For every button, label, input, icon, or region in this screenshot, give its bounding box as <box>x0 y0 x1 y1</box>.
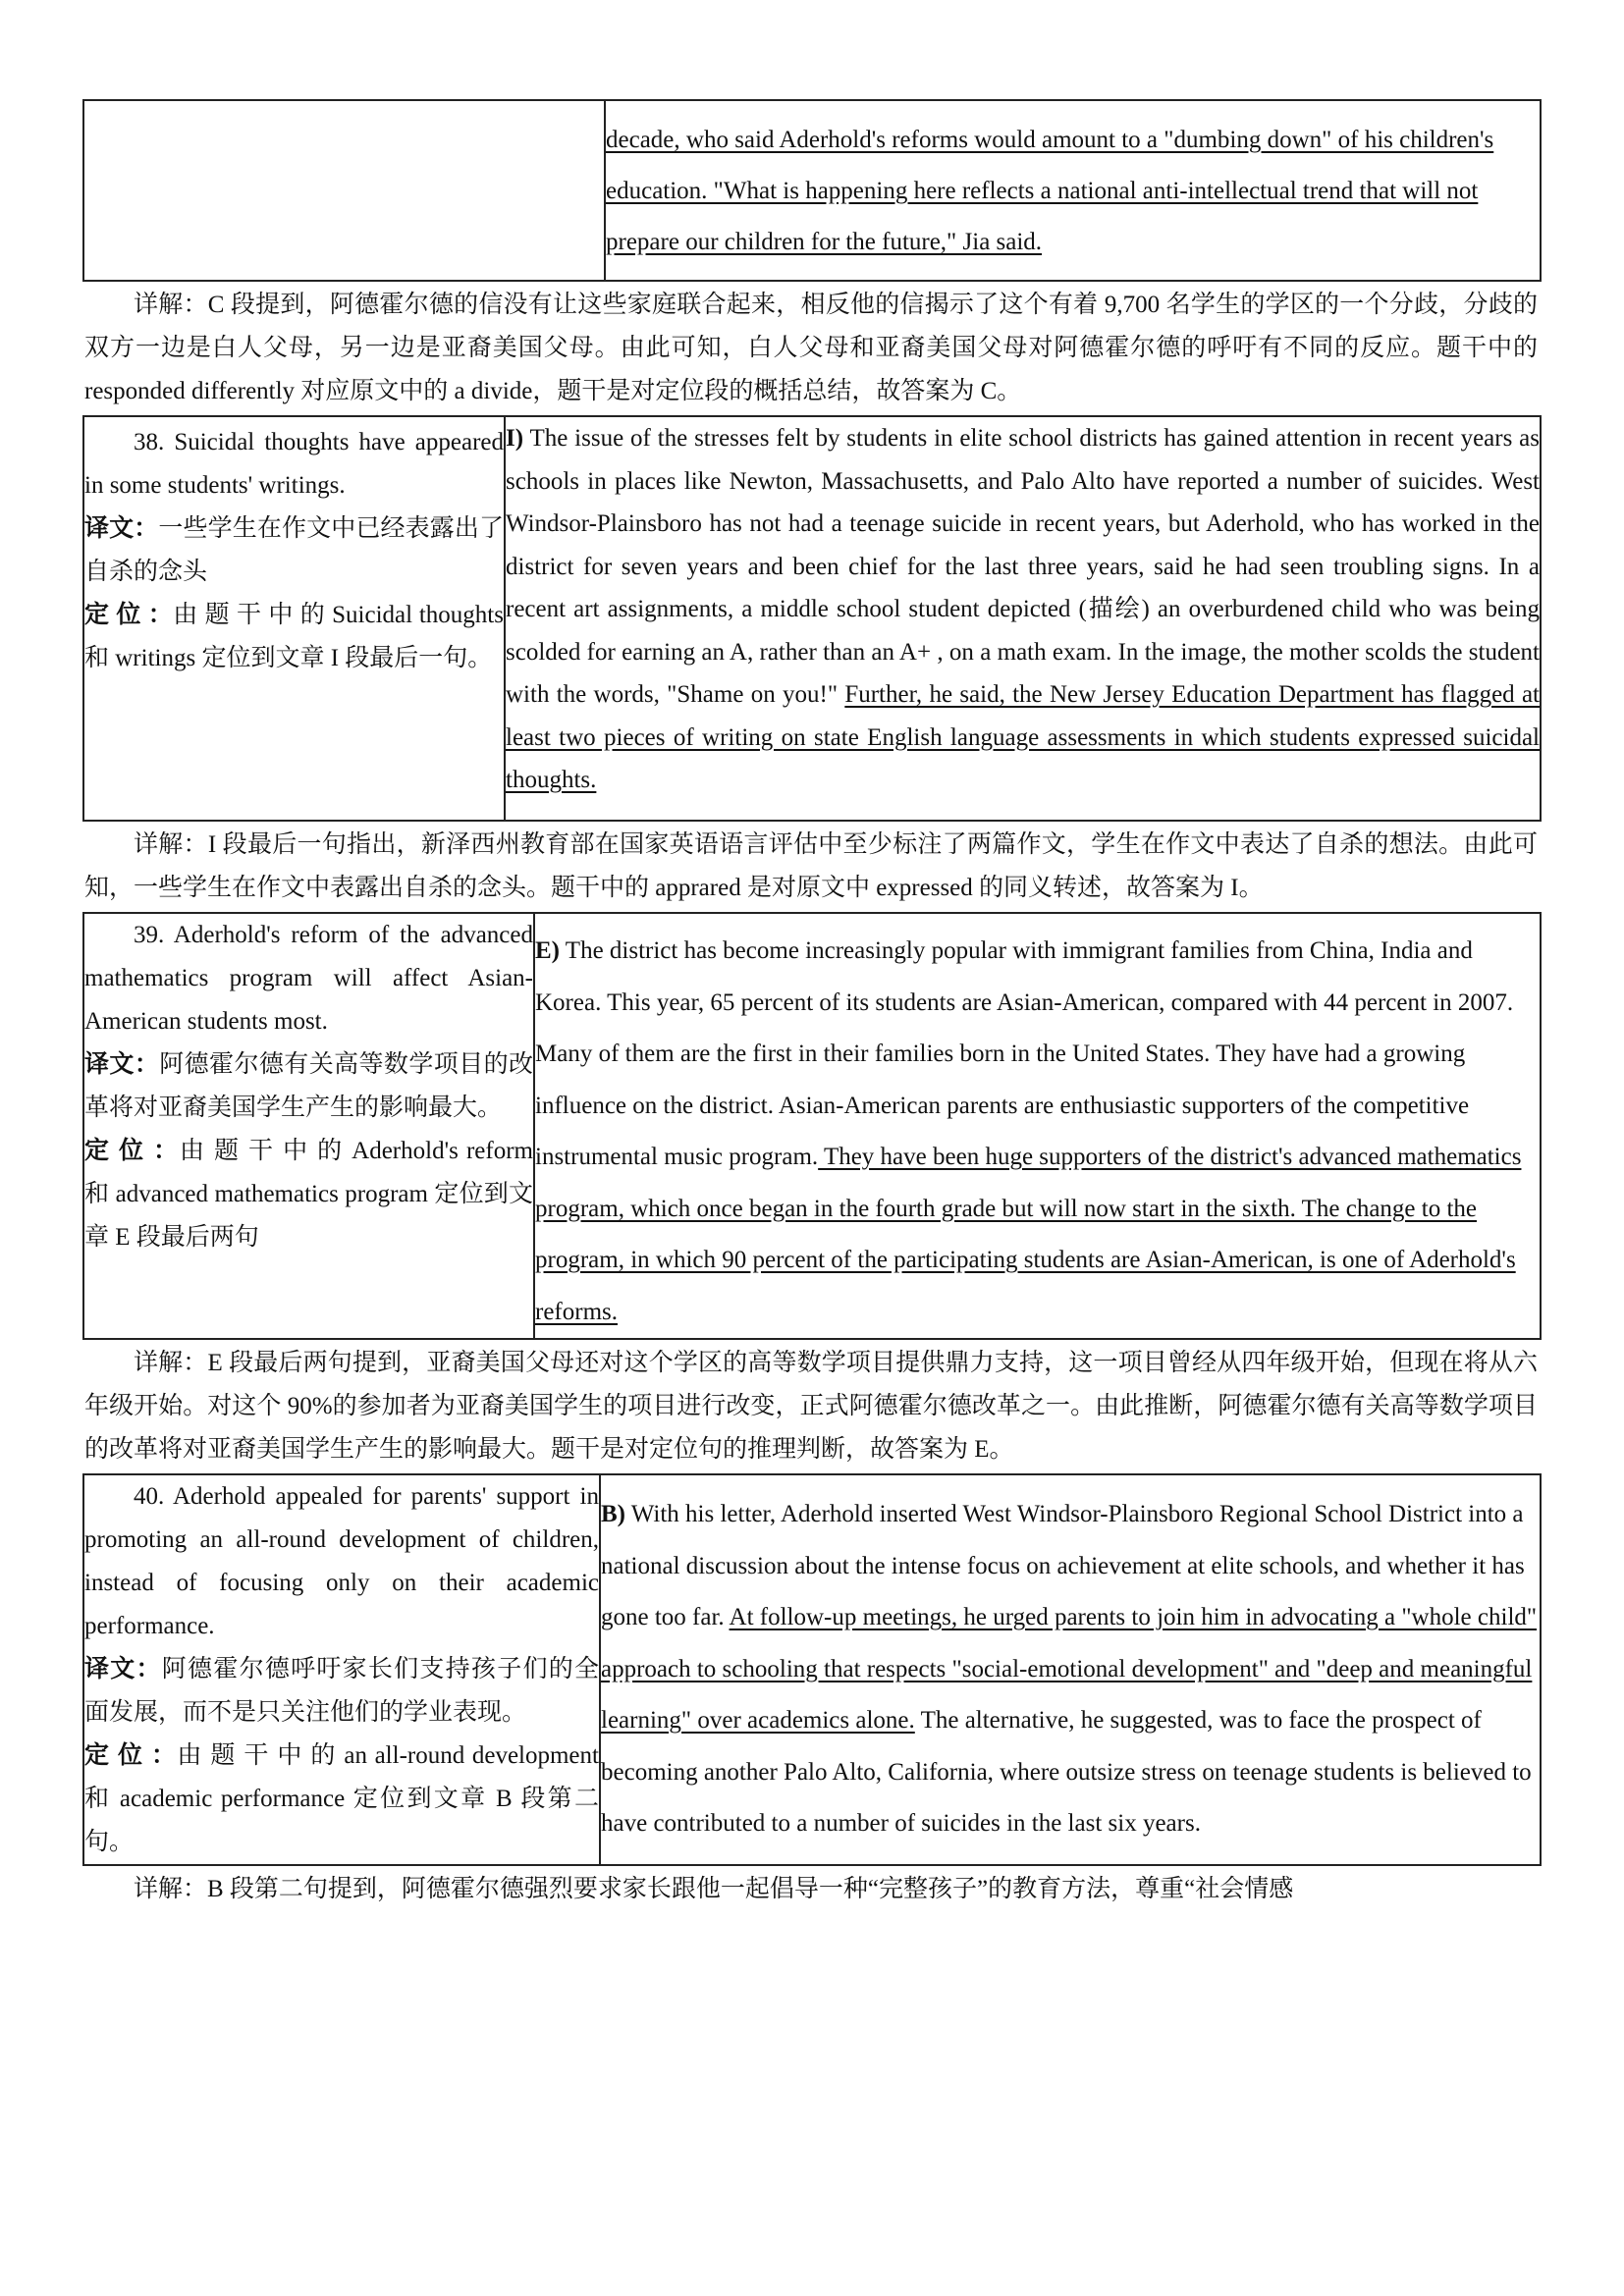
explanation-40: 详解：B 段第二句提到，阿德霍尔德强烈要求家长跟他一起倡导一种“完整孩子”的教育方法，尊重“社会情感 <box>134 1876 1294 1902</box>
locate-text: 由 题 干 中 的 Suicidal thoughts 和 writings 定位到文章 I 段最后一句。 <box>84 602 504 671</box>
paragraph-label: B) <box>601 1501 625 1527</box>
table-row <box>83 100 1541 281</box>
translation-label: 译文： <box>84 1656 162 1682</box>
question-statement: 39. Aderhold's reform of the advanced mathematics program will affect Asian-American students most. <box>84 922 533 1035</box>
table-row <box>83 913 1541 1339</box>
question-cell <box>83 100 605 281</box>
underlined-passage: Further, he said, the New Jersey Education Department has flagged at least two pieces of writing on state English language assessments in which students expressed suicidal thoughts. <box>506 681 1540 793</box>
locate <box>84 1130 533 1259</box>
question-37-table <box>82 99 1542 282</box>
passage-cell <box>505 416 1541 821</box>
translation-text: 阿德霍尔德有关高等数学项目的改革将对亚裔美国学生产生的影响最大。 <box>84 1051 533 1121</box>
paragraph-label: E) <box>535 937 560 964</box>
locate-label: 定 位 ： <box>84 1742 178 1769</box>
question-40-table <box>82 1473 1542 1866</box>
translation-label: 译文： <box>84 1051 160 1078</box>
locate <box>84 1735 599 1864</box>
translation-label: 译文： <box>84 515 159 542</box>
passage-text: The issue of the stresses felt by students in elite school districts has gained attention in recent years as schools in places like Newton, Massachusetts, and Palo Alto have reported a number of suicides. West Windsor-Plainsboro has not had a teenage suicide in recent years, but Aderhold, who has worked in the district for seven years and been chief for the last three years, said he had seen troubling signs. In a recent art assignments, a middle school student depicted (描绘) an overburdened child who was being scolded for earning an A, rather than an A+ , on a math exam. In the image, the mother scolds the student with the words, "Shame on you!" <box>506 425 1540 708</box>
table-row <box>83 416 1541 821</box>
passage-text-after: The alternative, he suggested, was to face the prospect of becoming another Palo Alto, California, where outsize stress on teenage students is believed to have contributed to a number of suicides in the last six years. <box>601 1707 1532 1837</box>
explanation-38: 详解：I 段最后一句指出，新泽西州教育部在国家英语语言评估中至少标注了两篇作文，学生在作文中表达了自杀的想法。由此可知，一些学生在作文中表露出自杀的念头。题干中的 apprared 是对原文中 expressed 的同义转述，故答案为 I。 <box>84 831 1538 901</box>
locate <box>84 594 504 680</box>
underlined-passage: They have been huge supporters of the district's advanced mathematics program, which once began in the fourth grade but will now start in the sixth. The change to the program, in which 90 percent of the participating students are Asian-American, is one of Aderhold's reforms. <box>535 1144 1522 1325</box>
locate-text: 由 题 干 中 的 Aderhold's reform 和 advanced mathematics program 定位到文章 E 段最后两句 <box>84 1138 533 1251</box>
translation <box>84 1648 599 1735</box>
locate-label: 定 位 ： <box>84 602 174 628</box>
passage-cell <box>600 1474 1541 1865</box>
paragraph-label: I) <box>506 425 524 452</box>
question-cell <box>83 913 534 1339</box>
question-cell <box>83 416 505 821</box>
underlined-passage: At follow-up meetings, he urged parents to join him in advocating a "whole child" approach to schooling that respects "social-emotional development" and "deep and meaningful learning" over academics alone. <box>601 1604 1538 1734</box>
passage-text: The district has become increasingly popular with immigrant families from China, India and Korea. This year, 65 percent of its students are Asian-American, compared with 44 percent in 2007. Many of them are the first in their families born in the United States. They have had a growing influence on the district. Asian-American parents are enthusiastic supporters of the competitive instrumental music program. <box>535 937 1514 1170</box>
translation-text: 一些学生在作文中已经表露出了自杀的念头 <box>84 515 504 585</box>
passage-text: With his letter, Aderhold inserted West Windsor-Plainsboro Regional School District into a national discussion about the intense focus on achievement at elite schools, and whether it has gone too far. <box>601 1501 1525 1630</box>
underlined-passage: decade, who said Aderhold's reforms would amount to a "dumbing down" of his children's education. "What is happening here reflects a national anti-intellectual trend that will not prepare our children for the future," Jia said. <box>606 127 1494 255</box>
table-row <box>83 1474 1541 1865</box>
document-page <box>82 99 1540 1913</box>
passage-cell <box>534 913 1541 1339</box>
locate-label: 定 位 ： <box>84 1138 180 1164</box>
translation <box>84 507 504 594</box>
question-cell <box>83 1474 600 1865</box>
question-39-table <box>82 912 1542 1340</box>
question-statement: 40. Aderhold appealed for parents' support in promoting an all-round development of children, instead of focusing only on their academic performance. <box>84 1483 599 1639</box>
locate-text: 由 题 干 中 的 an all-round development 和 academic performance 定位到文章 B 段第二句。 <box>84 1742 599 1855</box>
explanation-37: 详解：C 段提到，阿德霍尔德的信没有让这些家庭联合起来，相反他的信揭示了这个有着 9,700 名学生的学区的一个分歧，分歧的双方一边是白人父母，另一边是亚裔美国父母。由此可知，白人父母和亚裔美国父母对阿德霍尔德的呼吁有不同的反应。题干中的 responded differently 对应原文中的 a divide，题干是对定位段的概括总结，故答案为 C。 <box>84 292 1538 404</box>
explanation-39: 详解：E 段最后两句提到，亚裔美国父母还对这个学区的高等数学项目提供鼎力支持，这一项目曾经从四年级开始，但现在将从六年级开始。对这个 90%的参加者为亚裔美国学生的项目进行改变，正式阿德霍尔德改革之一。由此推断，阿德霍尔德有关高等数学项目的改革将对亚裔美国学生产生的影响最大。题干是对定位句的推理判断，故答案为 E。 <box>84 1350 1538 1463</box>
translation <box>84 1043 533 1130</box>
translation-text: 阿德霍尔德呼吁家长们支持孩子们的全面发展，而不是只关注他们的学业表现。 <box>84 1656 599 1726</box>
question-statement: 38. Suicidal thoughts have appeared in some students' writings. <box>84 429 504 499</box>
passage-cell <box>605 100 1541 281</box>
question-38-table <box>82 415 1542 822</box>
